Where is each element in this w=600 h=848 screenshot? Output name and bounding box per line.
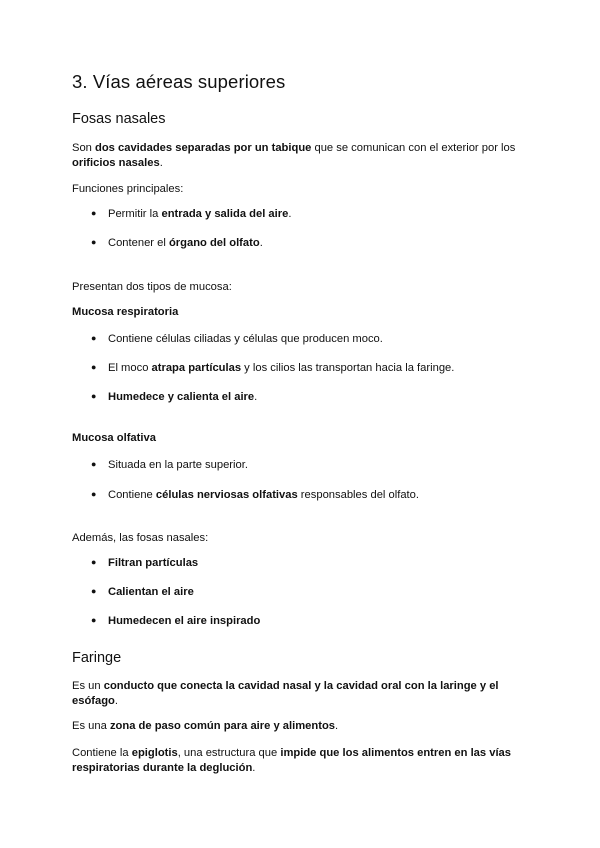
intro-line-2: orificios nasales. xyxy=(72,157,163,169)
funciones-label: Funciones principales: xyxy=(72,183,184,195)
bullet-icon: ● xyxy=(91,557,97,567)
faringe-paragraph-3-line-1: Contiene la epiglotis, una estructura que impide que los alimentos entren en las vías xyxy=(72,747,512,759)
bullet-icon: ● xyxy=(91,237,97,247)
bullet-icon: ● xyxy=(91,391,97,401)
faringe-paragraph-3-line-2: respiratorias durante la deglución. xyxy=(72,762,256,774)
list-item: ● Contiene células ciliadas y células que producen moco. xyxy=(91,333,383,345)
bullet-icon: ● xyxy=(91,615,97,625)
intro-line-1: Son dos cavidades separadas por un tabique que se comunican con el exterior por los xyxy=(72,142,516,154)
list-item: ● Calientan el aire xyxy=(91,586,194,598)
subheading-mucosa-respiratoria: Mucosa respiratoria xyxy=(72,306,179,318)
section-heading-faringe: Faringe xyxy=(72,650,122,666)
list-item: ● Contener el órgano del olfato. xyxy=(91,237,263,249)
list-item: ● Humedece y calienta el aire. xyxy=(91,391,258,403)
bullet-icon: ● xyxy=(91,489,97,499)
bullet-icon: ● xyxy=(91,459,97,469)
faringe-paragraph-2: Es una zona de paso común para aire y alimentos. xyxy=(72,720,339,732)
ademas-label: Además, las fosas nasales: xyxy=(72,532,209,544)
bullet-icon: ● xyxy=(91,586,97,596)
list-item: ● Contiene células nerviosas olfativas responsables del olfato. xyxy=(91,489,419,501)
faringe-paragraph-1-line-1: Es un conducto que conecta la cavidad nasal y la cavidad oral con la laringe y el xyxy=(72,680,499,692)
faringe-paragraph-1-line-2: esófago. xyxy=(72,695,119,707)
bullet-icon: ● xyxy=(91,208,97,218)
list-item: ● Humedecen el aire inspirado xyxy=(91,615,261,627)
list-item: ● Permitir la entrada y salida del aire. xyxy=(91,208,292,220)
list-item: ● Situada en la parte superior. xyxy=(91,459,248,471)
mucosa-intro: Presentan dos tipos de mucosa: xyxy=(72,281,232,293)
section-heading-fosas: Fosas nasales xyxy=(72,111,166,127)
page-title: 3. Vías aéreas superiores xyxy=(72,71,286,92)
subheading-mucosa-olfativa: Mucosa olfativa xyxy=(72,432,156,444)
bullet-icon: ● xyxy=(91,333,97,343)
bullet-icon: ● xyxy=(91,362,97,372)
list-item: ● Filtran partículas xyxy=(91,557,199,569)
list-item: ● El moco atrapa partículas y los cilios las transportan hacia la faringe. xyxy=(91,362,455,374)
